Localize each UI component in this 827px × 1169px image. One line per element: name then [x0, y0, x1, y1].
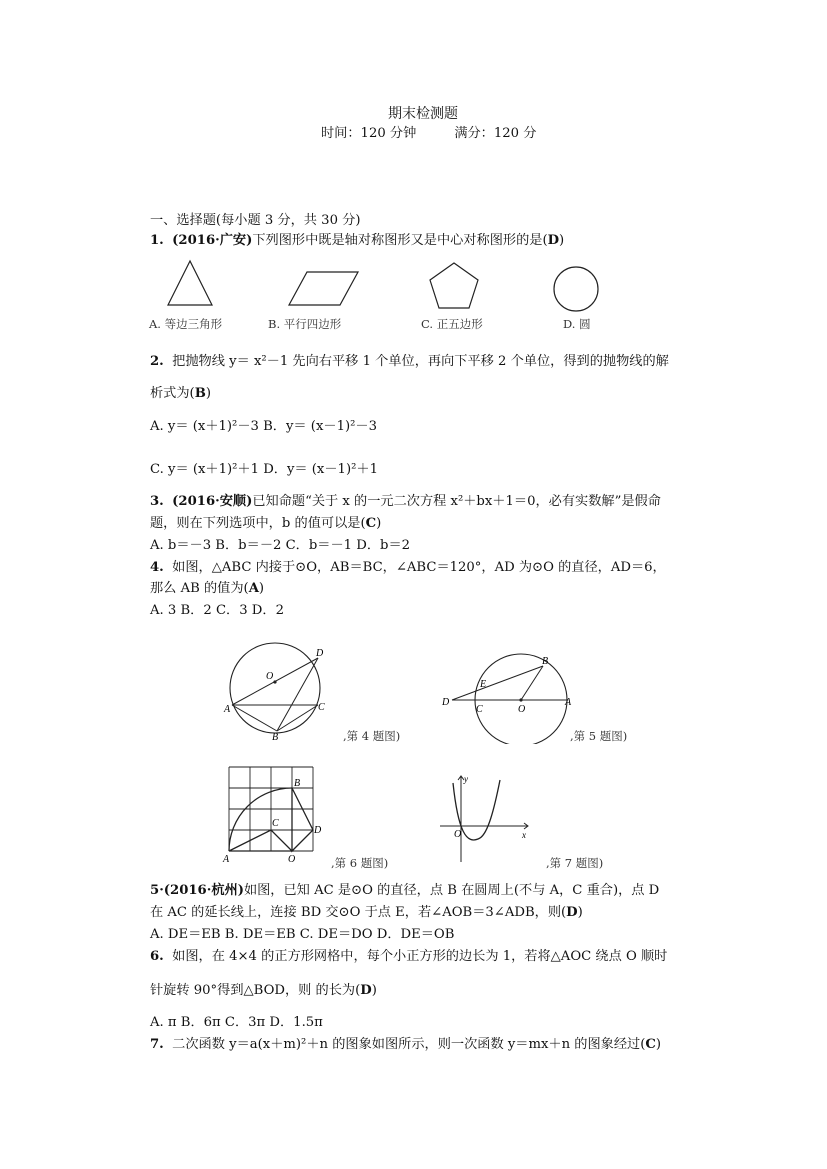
question-text: 析式为(	[150, 386, 195, 401]
question-2-line2	[150, 386, 211, 402]
exam-meta	[321, 126, 536, 142]
question-text: 把抛物线 y＝ x²－1 先向右平移 1 个单位，再向下平移 2 个单位，得到的抛物线的解	[172, 354, 669, 369]
question-6-line2	[150, 983, 377, 999]
page-title: 期末检测题	[388, 106, 458, 122]
question-text: 题，则在下列选项中，b 的值可以是(	[150, 516, 366, 531]
label-o: O	[288, 854, 296, 865]
label-d: D	[316, 648, 324, 659]
q3-options: A. b＝－3 B．b＝－2 C．b＝－1 D．b＝2	[150, 538, 411, 553]
question-number: 7.	[150, 1037, 164, 1052]
question-text: 如图，已知 AC 是⊙O 的直径，点 B 在圆周上(不与 A，C 重合)，点 D	[243, 883, 660, 898]
paren-close: )	[655, 1037, 662, 1052]
label-d: D	[314, 825, 322, 836]
q5-options: A. DE＝EB B. DE＝EB C. DE＝DO D．DE＝OB	[150, 927, 455, 942]
q6-options: A. π B．6π C．3π D．1.5π	[150, 1015, 323, 1030]
figure-7	[436, 770, 536, 866]
figure-5	[438, 652, 578, 744]
question-number: 1.	[150, 233, 164, 248]
question-source: (2016·安顺)	[172, 494, 253, 509]
triangle-bod	[292, 788, 313, 851]
question-4-line2	[150, 581, 264, 597]
question-5	[150, 883, 659, 899]
question-text: 二次函数 y＝a(x＋m)²＋n 的图象如图所示，则一次函数 y＝mx＋n 的图象经过(	[172, 1037, 646, 1052]
answer: D	[566, 905, 578, 920]
label-a: A	[565, 697, 572, 708]
label-o: O	[454, 829, 462, 840]
q1-caption-a: A. 等边三角形	[149, 317, 223, 331]
question-7	[150, 1037, 661, 1053]
fig7-caption: ,第 7 题图)	[546, 856, 604, 870]
label-d: D	[442, 697, 450, 708]
q1-caption-d: D. 圆	[563, 317, 591, 331]
answer: D	[547, 233, 560, 248]
paren-close: )	[376, 516, 382, 531]
question-6	[150, 949, 667, 965]
label-b: B	[294, 778, 301, 789]
question-4	[150, 560, 666, 576]
full-score: 满分：120 分	[454, 126, 537, 141]
center-point	[273, 680, 276, 683]
label-o: O	[266, 671, 274, 682]
answer: B	[194, 386, 206, 401]
equilateral-triangle-shape	[168, 261, 212, 305]
label-y: y	[464, 774, 468, 784]
label-x: x	[522, 830, 526, 840]
paren-close: )	[577, 905, 583, 920]
fig4-caption: ,第 4 题图)	[343, 729, 401, 743]
paren-close: )	[258, 581, 265, 596]
label-o: O	[518, 704, 526, 715]
label-b: B	[542, 656, 549, 667]
paren-close: )	[205, 386, 212, 401]
q2-options-cd: C. y＝ (x＋1)²＋1 D．y＝ (x－1)²＋1	[150, 462, 378, 477]
question-source: (2016·广安)	[172, 233, 253, 248]
question-source: ·(2016·杭州)	[159, 883, 244, 898]
fig5-caption: ,第 5 题图)	[570, 729, 628, 743]
triangle-aoc	[229, 830, 292, 851]
label-c: C	[318, 702, 325, 713]
label-b: B	[272, 732, 279, 743]
segment-db	[452, 666, 543, 700]
paren-close: )	[559, 233, 565, 248]
label-e: E	[480, 679, 487, 690]
question-text: 如图，△ABC 内接于⊙O，AB＝BC，∠ABC＝120°，AD 为⊙O 的直径，AD＝6，	[172, 560, 666, 575]
question-number: 3.	[150, 494, 164, 509]
circle-o	[230, 643, 320, 733]
label-a: A	[223, 854, 230, 865]
segment-ab	[232, 705, 277, 731]
q2-options-ab: A. y＝ (x＋1)²－3 B．y＝ (x－1)²－3	[150, 419, 377, 434]
question-number: 6.	[150, 949, 164, 964]
section-heading: 一、选择题(每小题 3 分，共 30 分)	[150, 213, 361, 228]
answer: D	[360, 983, 372, 998]
question-text: 那么 AB 的值为(	[150, 581, 249, 596]
question-number: 2.	[150, 354, 164, 369]
time-limit: 时间：120 分钟	[321, 126, 417, 141]
fig6-caption: ,第 6 题图)	[331, 856, 389, 870]
answer: A	[248, 581, 259, 596]
question-number: 4.	[150, 560, 164, 575]
question-2	[150, 354, 669, 370]
parallelogram-shape	[289, 272, 358, 305]
question-text: 在 AC 的延长线上，连接 BD 交⊙O 于点 E，若∠AOB＝3∠ADB，则(	[150, 905, 567, 920]
q1-caption-c: C. 正五边形	[421, 317, 483, 331]
question-1	[150, 233, 564, 249]
figure-4	[222, 636, 332, 744]
grid-4x4	[229, 767, 313, 851]
label-c: C	[476, 704, 483, 715]
q1-caption-b: B. 平行四边形	[268, 317, 342, 331]
label-a: A	[224, 704, 231, 715]
question-number: 5	[150, 883, 160, 898]
regular-pentagon-shape	[430, 263, 478, 308]
q1-shapes-figure	[140, 258, 610, 318]
question-text: 如图，在 4×4 的正方形网格中，每个小正方形的边长为 1，若将△AOC 绕点 O 顺时	[172, 949, 668, 964]
figure-6	[220, 762, 330, 868]
paren-close: )	[371, 983, 377, 998]
answer: C	[645, 1037, 656, 1052]
question-3-line2	[150, 516, 381, 532]
answer: C	[365, 516, 377, 531]
question-5-line2	[150, 905, 583, 921]
center-point	[519, 698, 522, 701]
question-3	[150, 494, 661, 510]
question-text: 针旋转 90°得到△BOD，则 的长为(	[150, 983, 361, 998]
q4-options: A. 3 B．2 C．3 D．2	[150, 603, 284, 618]
circle-shape	[554, 267, 598, 311]
question-text: 下列图形中既是轴对称图形又是中心对称图形的是(	[252, 233, 548, 248]
question-text: 已知命题“关于 x 的一元二次方程 x²＋bx＋1＝0，必有实数解”是假命	[252, 494, 661, 509]
label-c: C	[272, 818, 279, 829]
segment-ob	[521, 666, 543, 700]
